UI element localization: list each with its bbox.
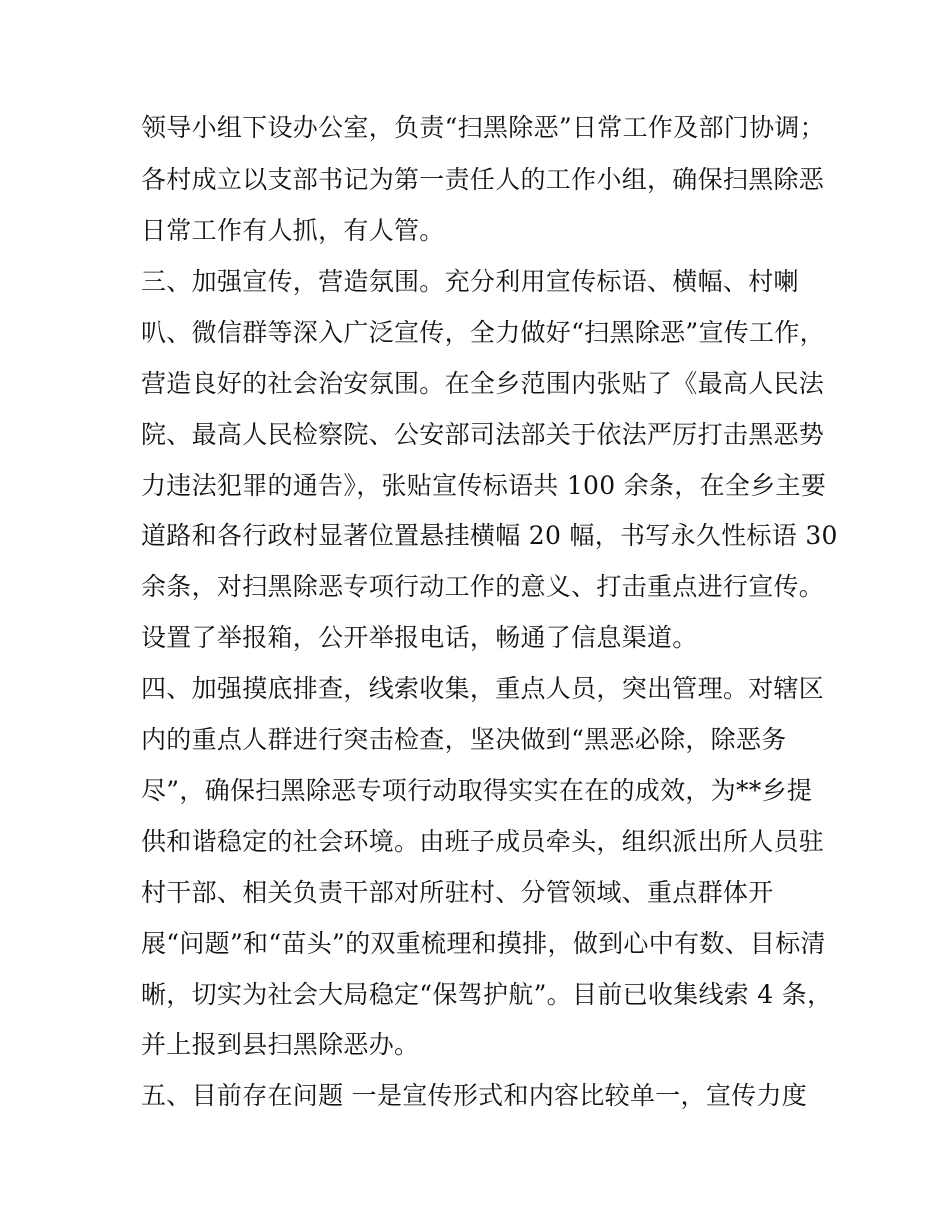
text-line: 尽”，确保扫黑除恶专项行动取得实实在在的成效，为**乡提 — [141, 776, 813, 805]
text-line: 展“问题”和“苗头”的双重梳理和摸排，做到心中有数、目标清 — [141, 929, 826, 958]
text-line: 设置了举报箱，公开举报电话，畅通了信息渠道。 — [141, 623, 698, 652]
text-line: 各村成立以支部书记为第一责任人的工作小组，确保扫黑除恶 — [141, 165, 825, 194]
text-line: 力违法犯罪的通告》，张贴宣传标语共 100 余条，在全乡主要 — [141, 471, 827, 500]
text-line: 日常工作有人抓，有人管。 — [141, 216, 445, 245]
text-line: 村干部、相关负责干部对所驻村、分管领域、重点群体开 — [141, 878, 774, 907]
text-line: 领导小组下设办公室，负责“扫黑除恶”日常工作及部门协调； — [141, 113, 825, 142]
text-line: 供和谐稳定的社会环境。由班子成员牵头，组织派出所人员驻 — [141, 827, 825, 856]
text-line: 三、加强宣传，营造氛围。充分利用宣传标语、横幅、村喇 — [141, 267, 799, 296]
text-line: 院、最高人民检察院、公安部司法部关于依法严厉打击黑恶势 — [141, 420, 825, 449]
text-line: 余条，对扫黑除恶专项行动工作的意义、打击重点进行宣传。 — [141, 572, 825, 601]
text-line: 道路和各行政村显著位置悬挂横幅 20 幅，书写永久性标语 30 — [141, 521, 838, 550]
text-line: 五、目前存在问题 一是宣传形式和内容比较单一，宣传力度 — [141, 1081, 808, 1110]
text-line: 内的重点人群进行突击检查，坚决做到“黑恶必除，除恶务 — [141, 725, 787, 754]
text-line: 叭、微信群等深入广泛宣传，全力做好“扫黑除恶”宣传工作， — [141, 318, 825, 347]
text-line: 并上报到县扫黑除恶办。 — [141, 1030, 420, 1059]
text-line: 四、加强摸底排查，线索收集，重点人员，突出管理。对辖区 — [141, 674, 825, 703]
text-line: 营造良好的社会治安氛围。在全乡范围内张贴了《最高人民法 — [141, 369, 825, 398]
text-line: 晰，切实为社会大局稳定“保驾护航”。目前已收集线索 4 条， — [141, 980, 833, 1009]
